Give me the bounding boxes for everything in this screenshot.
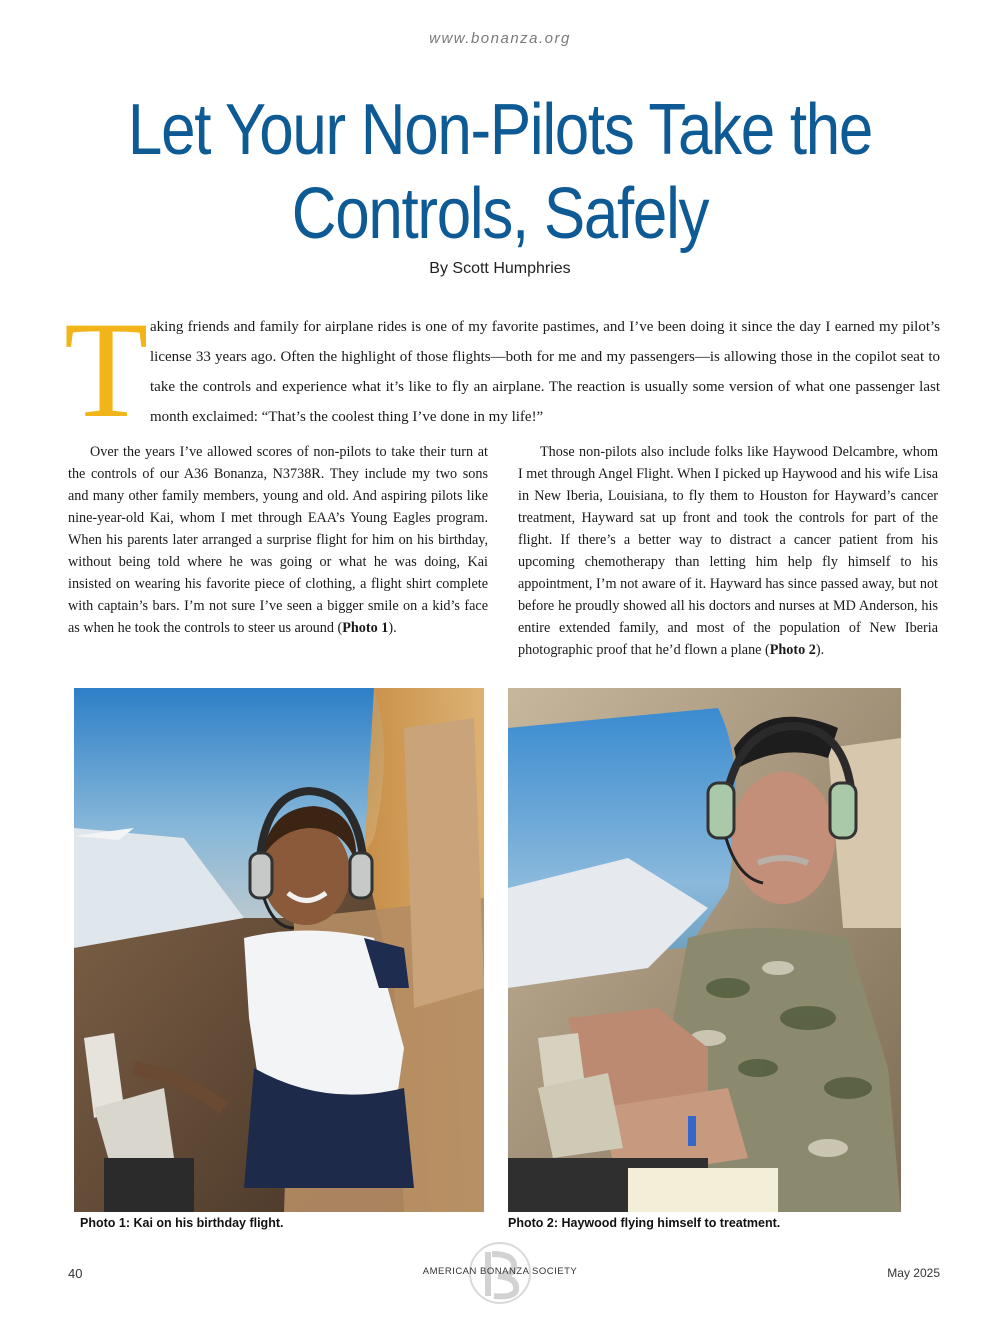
article-title: Let Your Non-Pilots Take the Controls, Safely <box>127 90 873 254</box>
photo-haywood <box>508 688 901 1212</box>
right-column <box>518 441 938 661</box>
paragraph-end: ). <box>388 620 397 636</box>
right-column-paragraph <box>518 441 938 661</box>
photo-1-caption: Photo 1: Kai on his birthday flight. <box>80 1216 284 1230</box>
left-column-paragraph <box>68 441 488 639</box>
photo-kai <box>74 688 484 1212</box>
paragraph-end: ). <box>815 642 825 658</box>
drop-cap: T <box>64 293 149 446</box>
left-column <box>68 441 488 639</box>
photo-reference: Photo 2 <box>769 642 816 658</box>
paragraph-text: Those non-pilots also include folks like Haywood Delcambre, whom I met through Angel Flight. When I picked up Haywood and his wife Lisa in New Iberia, Louisiana, to fly them to Houston for Hayward’s cancer treatment, Hayward sat up front and took the controls for part of the flight. If there’s a better way to distract a cancer patient from his upcoming chemotherapy than letting him help fly himself to his appointment, I’m not aware of it. Hayward has since passed away, but not before he proudly showed all his doctors and nurses at MD Anderson, his entire extended family, and most of the population of New Iberia photographic proof that he’d flown a plane ( <box>518 444 938 658</box>
page-number: 40 <box>68 1266 83 1281</box>
issue-date: May 2025 <box>887 1266 940 1280</box>
site-url: www.bonanza.org <box>429 30 571 47</box>
photo-2-caption: Photo 2: Haywood flying himself to treatment. <box>508 1216 781 1230</box>
intro-paragraph <box>64 293 944 446</box>
photo-reference: Photo 1 <box>342 620 389 636</box>
byline: By Scott Humphries <box>429 260 571 277</box>
intro-text: aking friends and family for airplane rides is one of my favorite pastimes, and I’ve been doing it since the day I earned my pilot’s license 33 years ago. Often the highlight of those flights—both for me and my passengers—is allowing those in the copilot seat to take the controls and experience what it’s like to fly an airplane. The reaction is usually some version of what one passenger last month exclaimed: “That’s the coolest thing I’ve done in my life!” <box>150 319 940 425</box>
paragraph-text: Over the years I’ve allowed scores of non-pilots to take their turn at the controls of our A36 Bonanza, N3738R. They include my two sons and many other family members, young and old. And aspiring pilots like nine-year-old Kai, whom I met through EAA’s Young Eagles program. When his parents later arranged a surprise flight for him on his birthday, without being told where he was going or what he was doing, Kai insisted on wearing his favorite piece of clothing, a flight shirt complete with captain’s bars. I’m not sure I’ve seen a bigger smile on a kid’s face as when he took the controls to steer us around ( <box>68 444 488 636</box>
publication-name: AMERICAN BONANZA SOCIETY <box>422 1266 578 1277</box>
